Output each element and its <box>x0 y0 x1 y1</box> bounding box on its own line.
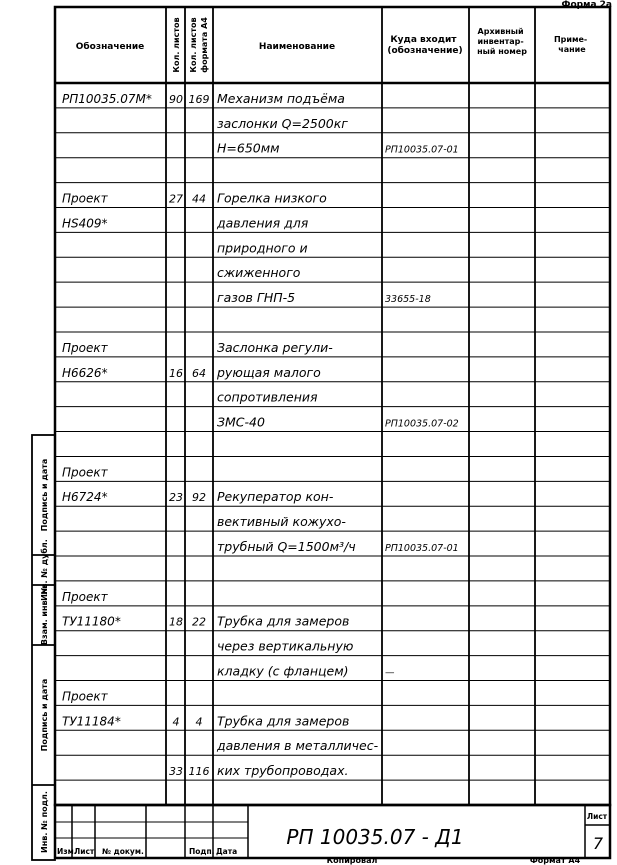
margin-duplicate-inv: Инв. № дубл. <box>40 539 49 601</box>
left-margin-labels <box>39 459 49 853</box>
header-sheets-a4-line2: формата А4 <box>200 17 209 73</box>
cell-sheets: 4 <box>172 715 180 729</box>
header-archive: Архивный инвентар- ный номер <box>477 27 527 56</box>
cell-name: кладку (с фланцем) <box>217 663 349 679</box>
label-signature: Подп. <box>189 847 215 856</box>
cell-name: ЗМС-40 <box>217 414 265 430</box>
cell-designation: РП10035.07М* <box>62 91 152 106</box>
cell-designation: Проект <box>62 689 108 704</box>
cell-sheets: 33 <box>169 765 183 779</box>
cell-name: давления в металличес- <box>217 738 379 754</box>
cell-name: заслонки Q=2500кг <box>217 115 348 131</box>
cell-name: ких трубопроводах. <box>217 763 349 779</box>
cell-where-used: — <box>385 667 395 679</box>
margin-original-inv: Инв. № подл. <box>40 791 49 853</box>
cell-sheets: 23 <box>169 491 183 505</box>
header-note: Приме- чание <box>553 35 588 54</box>
cell-sheets-a4: 44 <box>192 192 206 206</box>
cell-sheets-a4: 169 <box>188 92 210 106</box>
cell-designation: Проект <box>62 340 108 355</box>
cell-name: сопротивления <box>217 389 318 405</box>
label-doc-number: № докум. <box>102 847 144 856</box>
cell-name: Рекуператор кон- <box>217 489 334 505</box>
cell-sheets-a4: 116 <box>188 765 210 779</box>
cell-name: трубный Q=1500м³/ч <box>217 539 356 555</box>
cell-sheets-a4: 22 <box>192 615 206 629</box>
margin-replacement-inv: Взам. инв. № <box>40 584 49 646</box>
cell-name: Заслонка регули- <box>217 339 333 355</box>
cell-where-used: РП10035.07-01 <box>385 144 459 156</box>
footer-copied: Копировал <box>326 856 378 865</box>
cell-designation: H6724* <box>62 490 108 505</box>
cell-name: H=650мм <box>217 140 280 156</box>
cell-name: вективный кожухо- <box>217 514 346 530</box>
margin-signature-date-1: Подпись и дата <box>40 678 49 752</box>
table-header <box>76 17 590 73</box>
cell-name: Трубка для замеров <box>217 713 350 729</box>
label-sheet: Лист <box>74 847 95 856</box>
cell-designation: Проект <box>62 589 108 604</box>
cell-designation: ТУ11184* <box>62 714 121 729</box>
label-revision: Изм. <box>57 847 77 856</box>
header-sheets-a4: Кол. листов <box>189 17 198 73</box>
row-lines <box>55 108 610 780</box>
table-body <box>62 91 459 778</box>
cell-where-used: 33655-18 <box>385 294 431 306</box>
footer-format: Формат А4 <box>529 856 581 865</box>
header-where-used: Куда входит (обозначение) <box>387 35 463 56</box>
cell-sheets-a4: 4 <box>195 715 203 729</box>
cell-sheets: 90 <box>169 92 183 106</box>
margin-signature-date-2: Подпись и дата <box>40 458 49 532</box>
form-label: Форма 2а <box>561 0 612 10</box>
cell-name: Горелка низкого <box>217 190 327 206</box>
header-designation: Обозначение <box>75 42 145 52</box>
sheet-number: 7 <box>592 834 604 853</box>
cell-name: сжиженного <box>217 265 301 281</box>
cell-where-used: РП10035.07-01 <box>385 543 459 555</box>
cell-name: Трубка для замеров <box>217 613 350 629</box>
cell-sheets: 16 <box>169 366 183 380</box>
document-code: РП 10035.07 - Д1 <box>286 825 464 849</box>
cell-sheets-a4: 92 <box>192 491 206 505</box>
cell-name: природного и <box>217 240 308 256</box>
cell-designation: H6626* <box>62 365 108 380</box>
header-sheets: Кол. листов <box>172 17 181 73</box>
cell-name: Механизм подъёма <box>217 90 345 106</box>
label-date: Дата <box>216 847 238 856</box>
cell-designation: Проект <box>62 191 108 206</box>
cell-name: давления для <box>217 215 309 231</box>
cell-designation: Проект <box>62 465 108 480</box>
header-name: Наименование <box>258 42 336 52</box>
cell-name: газов ГНП-5 <box>217 290 296 306</box>
cell-where-used: РП10035.07-02 <box>385 418 459 430</box>
cell-sheets: 18 <box>169 615 183 629</box>
cell-sheets: 27 <box>169 192 183 206</box>
cell-sheets-a4: 64 <box>192 366 206 380</box>
cell-name: через вертикальную <box>217 638 354 654</box>
cell-name: рующая малого <box>217 364 321 380</box>
cell-designation: HS409* <box>62 216 108 231</box>
sheet-label: Лист <box>586 812 608 821</box>
cell-designation: ТУ11180* <box>62 614 121 629</box>
